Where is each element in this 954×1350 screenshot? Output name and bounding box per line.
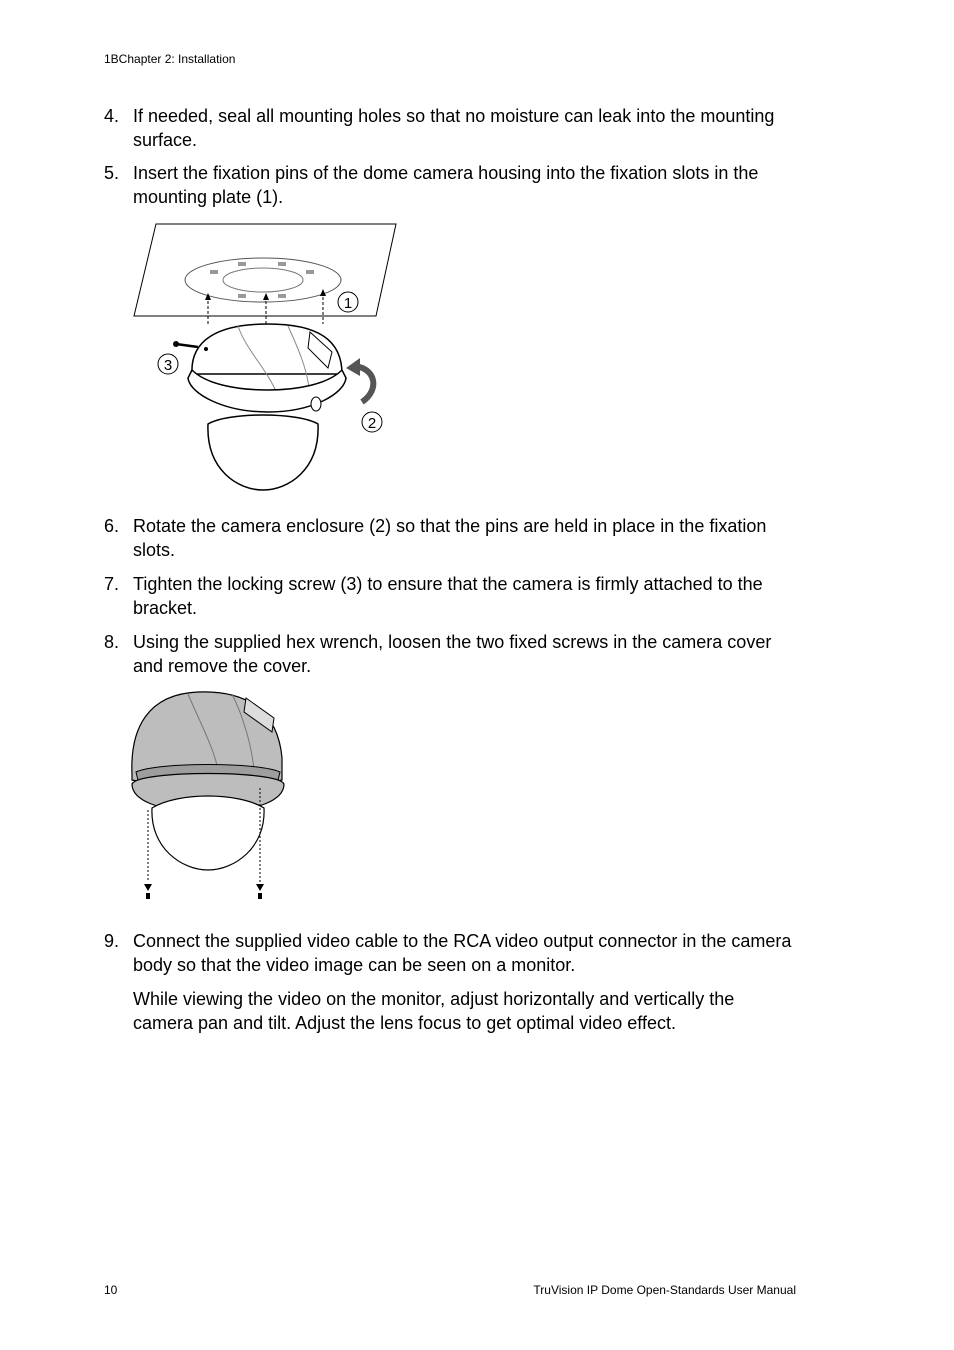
step-9 <box>104 929 794 977</box>
step-8 <box>104 630 794 678</box>
step-text: Rotate the camera enclosure (2) so that the pins are held in place in the fixation slots. <box>133 516 767 560</box>
step-text: Insert the fixation pins of the dome camera housing into the fixation slots in the mounting plate (1). <box>133 163 759 207</box>
page-number: 10 <box>104 1283 118 1297</box>
step-number: 4. <box>104 106 120 126</box>
figure-remove-cover <box>128 688 290 906</box>
svg-text:3: 3 <box>163 357 173 374</box>
callout-3 <box>158 354 178 374</box>
step-number: 7. <box>104 574 120 594</box>
step-text: Tighten the locking screw (3) to ensure that the camera is firmly attached to the bracket. <box>133 574 763 618</box>
svg-text:1: 1 <box>343 295 353 312</box>
svg-text:2: 2 <box>367 415 377 432</box>
step-text: Connect the supplied video cable to the RCA video output connector in the camera body so that the video image can be seen on a monitor. <box>133 931 792 975</box>
step-number: 5. <box>104 163 120 183</box>
step-number: 9. <box>104 931 120 951</box>
running-header: 1BChapter 2: Installation <box>104 52 236 66</box>
step-6 <box>104 514 794 562</box>
callout-1 <box>338 292 358 312</box>
step-9-note: While viewing the video on the monitor, adjust horizontally and vertically the camera pan and tilt. Adjust the lens focus to get optimal video effect. <box>133 989 735 1033</box>
figure-mounting-dome <box>128 220 398 495</box>
step-7 <box>104 572 794 620</box>
callout-2 <box>362 412 382 432</box>
step-5 <box>104 161 794 209</box>
step-number: 6. <box>104 516 120 536</box>
step-number: 8. <box>104 632 120 652</box>
manual-title: TruVision IP Dome Open-Standards User Manual <box>533 1283 796 1297</box>
step-text: Using the supplied hex wrench, loosen the two fixed screws in the camera cover and remove the cover. <box>133 632 772 676</box>
step-4 <box>104 104 794 152</box>
step-text: If needed, seal all mounting holes so that no moisture can leak into the mounting surface. <box>133 106 775 150</box>
